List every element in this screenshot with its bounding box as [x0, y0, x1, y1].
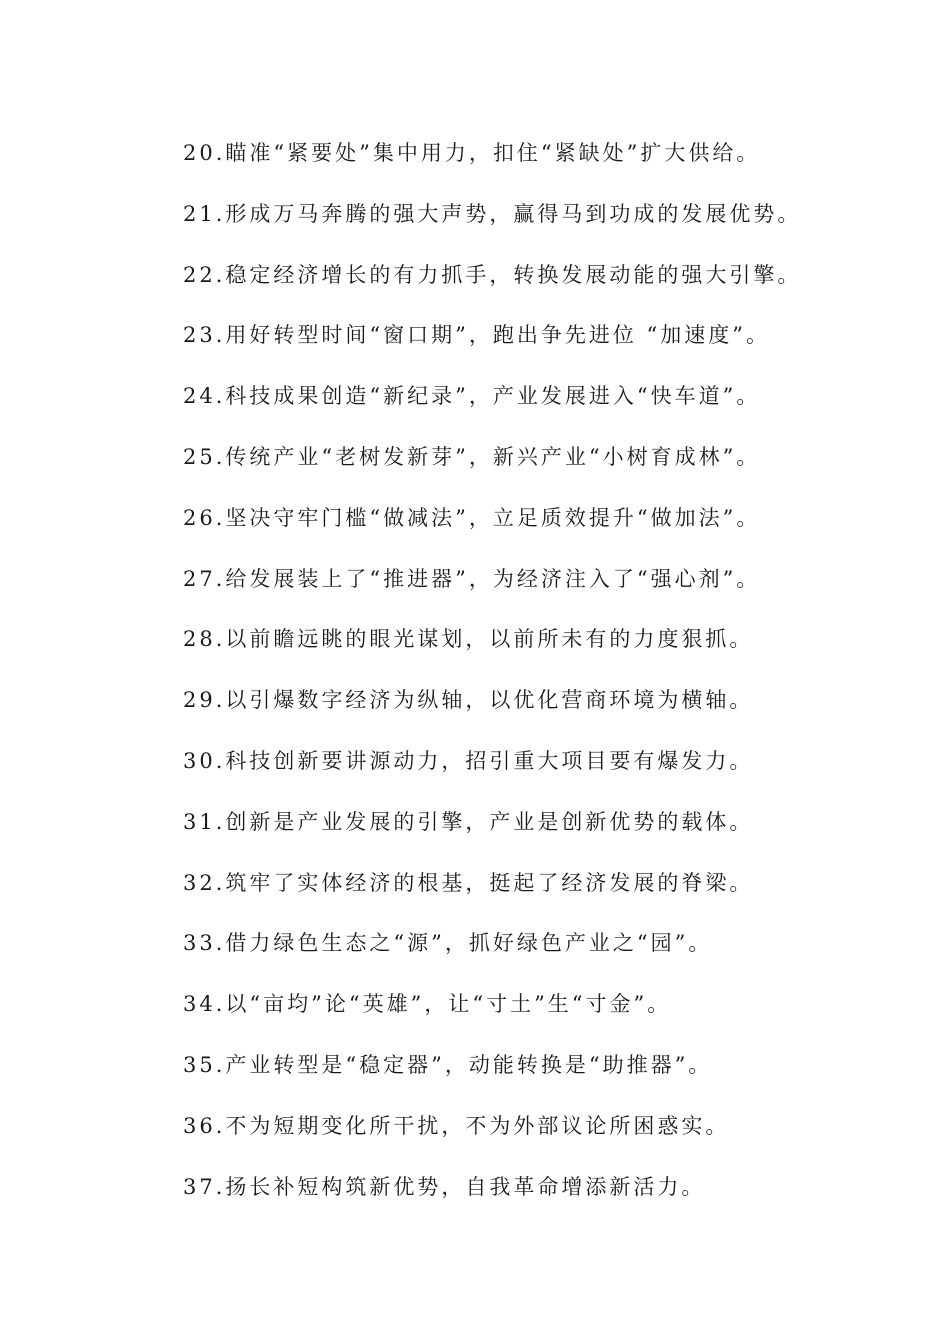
slogan-line-22: 22.稳定经济增长的有力抓手，转换发展动能的强大引擎。 [183, 262, 802, 287]
slogan-line-26: 26.坚决守牢门槛“做减法”，立足质效提升“做加法”。 [183, 505, 761, 530]
slogan-line-25: 25.传统产业“老树发新芽”，新兴产业“小树育成林”。 [183, 444, 761, 469]
slogan-line-23: 23.用好转型时间“窗口期”，跑出争先进位 “加速度”。 [183, 323, 771, 348]
slogan-line-37: 37.扬长补短构筑新优势，自我革命增添新活力。 [183, 1174, 706, 1199]
slogan-line-29: 29.以引爆数字经济为纵轴，以优化营商环境为横轴。 [183, 688, 754, 713]
slogan-line-20: 20.瞄准“紧要处”集中用力，扣住“紧缺处”扩大供给。 [183, 141, 761, 165]
slogan-line-35: 35.产业转型是“稳定器”，动能转换是“助推器”。 [183, 1052, 713, 1077]
slogan-line-36: 36.不为短期变化所干扰，不为外部议论所困惑实。 [183, 1113, 730, 1138]
slogan-line-34: 34.以“亩均”论“英雄”，让“寸土”生“寸金”。 [183, 992, 672, 1017]
slogan-line-27: 27.给发展装上了“推进器”，为经济注入了“强心剂”。 [183, 566, 761, 591]
slogan-line-30: 30.科技创新要讲源动力，招引重大项目要有爆发力。 [183, 748, 754, 773]
slogan-line-21: 21.形成万马奔腾的强大声势，赢得马到功成的发展优势。 [183, 201, 802, 226]
slogan-line-32: 32.筑牢了实体经济的根基，挺起了经济发展的脊梁。 [183, 870, 754, 895]
slogan-list [183, 131, 903, 1225]
slogan-line-24: 24.科技成果创造“新纪录”，产业发展进入“快车道”。 [183, 384, 761, 409]
slogan-line-33: 33.借力绿色生态之“源”，抓好绿色产业之“园”。 [183, 931, 713, 956]
slogan-line-31: 31.创新是产业发展的引擎，产业是创新优势的载体。 [183, 809, 754, 834]
slogan-line-28: 28.以前瞻远眺的眼光谋划，以前所未有的力度狠抓。 [183, 627, 754, 652]
